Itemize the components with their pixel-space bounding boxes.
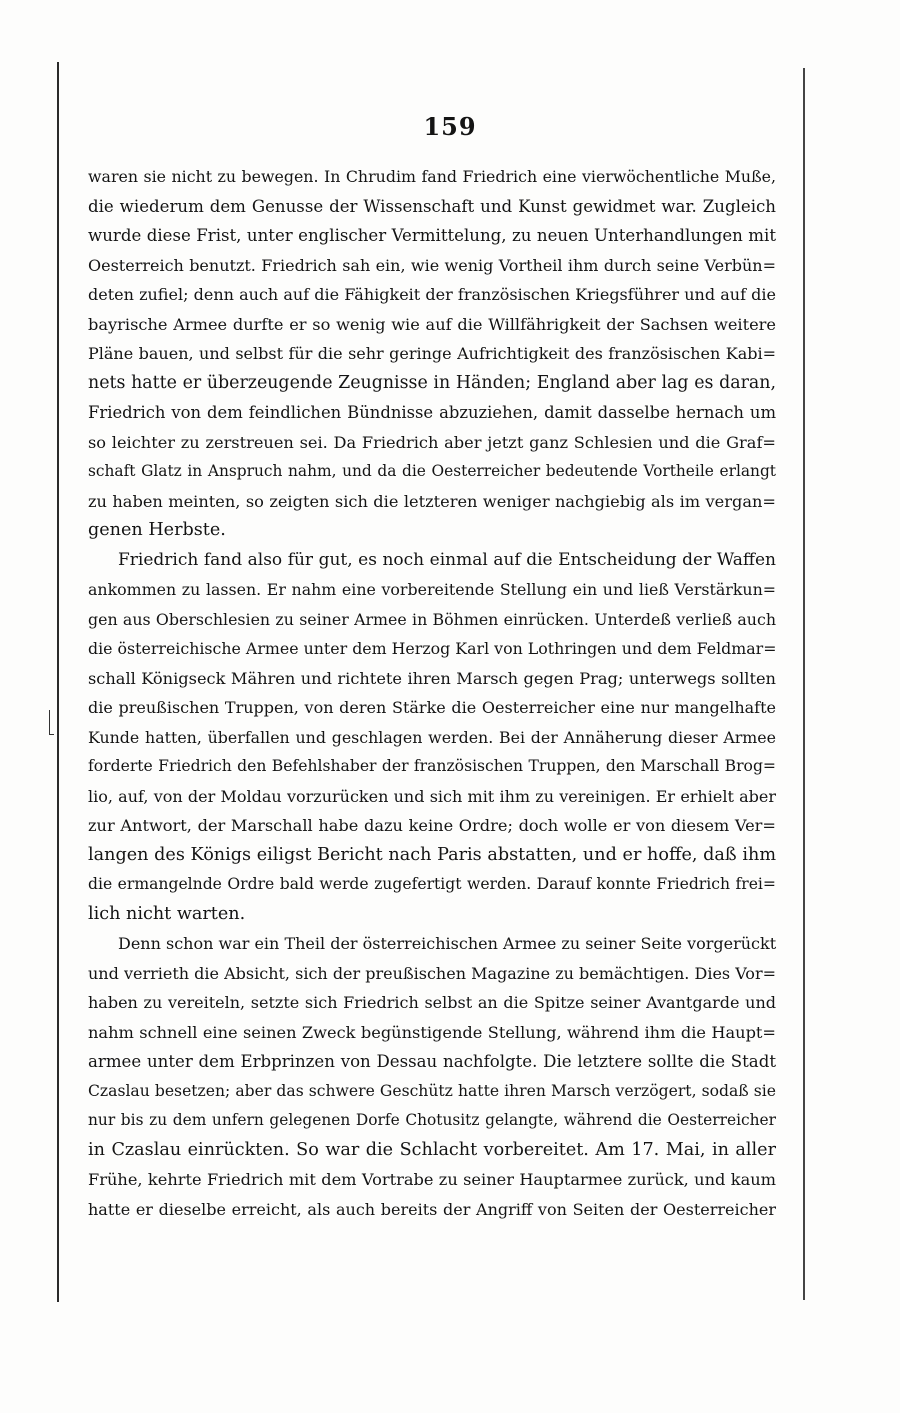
text-line: gen aus Oberschlesien zu seiner Armee in Böhmen einrücken. Unterdeß verließ auch: [88, 609, 776, 629]
text-line: langen des Königs eiligst Bericht nach Paris abstatten, und er hoffe, daß ihm: [88, 844, 776, 865]
text-line: so leichter zu zerstreuen sei. Da Friedrich aber jetzt ganz Schlesien und die Graf=: [88, 432, 776, 452]
text-line: Pläne bauen, und selbst für die sehr geringe Aufrichtigkeit des französischen Kabi=: [88, 344, 776, 363]
text-line: Frühe, kehrte Friedrich mit dem Vortrabe zu seiner Hauptarmee zurück, und kaum: [88, 1170, 776, 1189]
text-line: Oesterreich benutzt. Friedrich sah ein, wie wenig Vortheil ihm durch seine Verbün=: [88, 255, 776, 275]
text-line: zur Antwort, der Marschall habe dazu keine Ordre; doch wolle er von diesem Ver=: [88, 816, 776, 835]
text-line: Denn schon war ein Theil der österreichischen Armee zu seiner Seite vorgerückt: [118, 934, 776, 953]
margin-bracket-mark: [49, 710, 54, 735]
text-line: Friedrich von dem feindlichen Bündnisse abzuziehen, damit dasselbe hernach um: [88, 403, 776, 422]
text-line: genen Herbste.: [88, 520, 226, 540]
text-line: ankommen zu lassen. Er nahm eine vorbereitende Stellung ein und ließ Verstärkun=: [88, 580, 776, 599]
text-line: deten zufiel; denn auch auf die Fähigkeit der französischen Kriegsführer und auf die: [88, 285, 776, 304]
right-border-rule: [803, 68, 805, 1300]
text-line: nahm schnell eine seinen Zweck begünstigende Stellung, während ihm die Haupt=: [88, 1022, 776, 1042]
text-line: die österreichische Armee unter dem Herzog Karl von Lothringen und dem Feldmar=: [88, 639, 776, 658]
text-line: die ermangelnde Ordre bald werde zugefertigt werden. Darauf konnte Friedrich frei=: [88, 875, 776, 893]
text-line: die wiederum dem Genusse der Wissenschaft und Kunst gewidmet war. Zugleich: [88, 196, 776, 216]
text-line: armee unter dem Erbprinzen von Dessau nachfolgte. Die letztere sollte die Stadt: [88, 1052, 776, 1071]
text-line: hatte er dieselbe erreicht, als auch bereits der Angriff von Seiten der Oesterreicher: [88, 1199, 776, 1219]
text-line: lio, auf, von der Moldau vorzurücken und sich mit ihm zu vereinigen. Er erhielt aber: [88, 786, 776, 806]
text-line: und verrieth die Absicht, sich der preußischen Magazine zu bemächtigen. Dies Vor=: [88, 963, 776, 983]
text-line: die preußischen Truppen, von deren Stärke die Oesterreicher eine nur mangelhafte: [88, 698, 776, 717]
left-border-rule: [57, 62, 59, 1302]
text-line: waren sie nicht zu bewegen. In Chrudim fand Friedrich eine vierwöchentliche Muße,: [88, 167, 776, 186]
text-line: zu haben meinten, so zeigten sich die letzteren weniger nachgiebig als im vergan=: [88, 491, 776, 511]
text-line: Friedrich fand also für gut, es noch einmal auf die Entscheidung der Waffen: [118, 549, 776, 570]
text-line: Kunde hatten, überfallen und geschlagen werden. Bei der Annäherung dieser Armee: [88, 727, 776, 747]
text-line: haben zu vereiteln, setzte sich Friedrich selbst an die Spitze seiner Avantgarde und: [88, 993, 776, 1012]
page-number: 159: [423, 112, 477, 141]
text-line: bayrische Armee durfte er so wenig wie auf die Willfährigkeit der Sachsen weitere: [88, 314, 776, 334]
text-line: wurde diese Frist, unter englischer Vermittelung, zu neuen Unterhandlungen mit: [88, 226, 776, 245]
text-line: schaft Glatz in Anspruch nahm, und da die Oesterreicher bedeutende Vortheile erlangt: [88, 462, 776, 480]
text-line: forderte Friedrich den Befehlshaber der französischen Truppen, den Marschall Brog=: [88, 757, 776, 775]
text-line: nets hatte er überzeugende Zeugnisse in Händen; England aber lag es daran,: [88, 372, 776, 393]
text-line: nur bis zu dem unfern gelegenen Dorfe Chotusitz gelangte, während die Oesterreicher: [88, 1111, 776, 1129]
body-text: [88, 162, 776, 1224]
text-line: Czaslau besetzen; aber das schwere Geschütz hatte ihren Marsch verzögert, sodaß sie: [88, 1081, 776, 1100]
text-line: schall Königseck Mähren und richtete ihren Marsch gegen Prag; unterwegs sollten: [88, 668, 776, 688]
text-line: in Czaslau einrückten. So war die Schlacht vorbereitet. Am 17. Mai, in aller: [88, 1139, 776, 1160]
text-line: lich nicht warten.: [88, 903, 246, 924]
